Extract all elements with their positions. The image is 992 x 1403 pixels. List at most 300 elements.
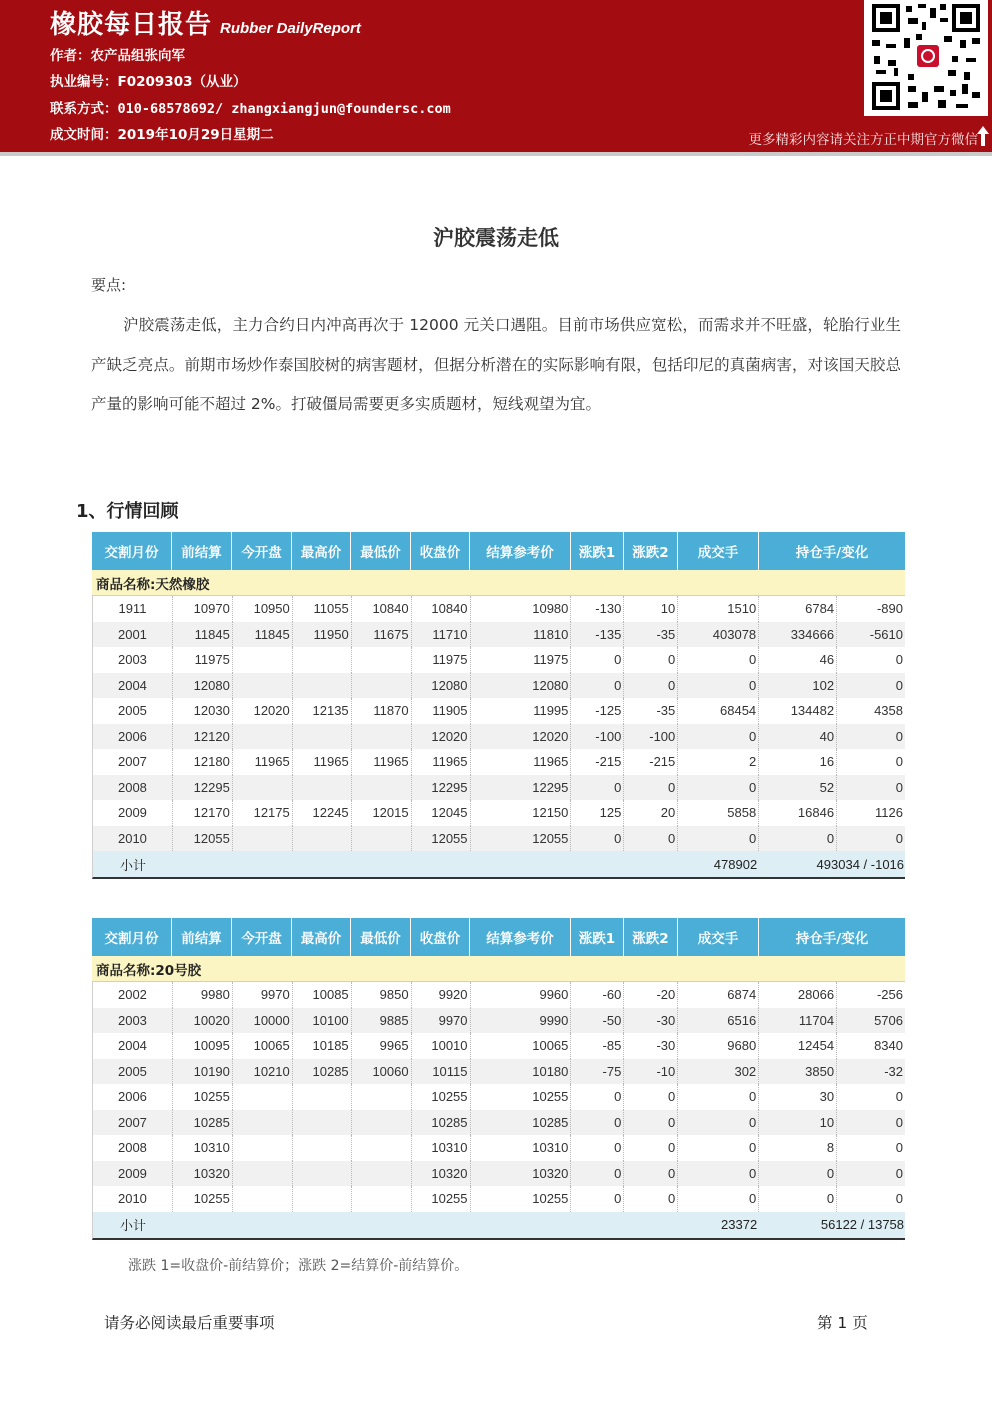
- subtotal-label: 小计: [119, 1219, 146, 1234]
- table-cell: [293, 1135, 352, 1161]
- table-cell: 403078: [678, 622, 759, 648]
- section-title: 1、行情回顾: [76, 501, 179, 522]
- table-cell: 12295: [173, 775, 233, 801]
- table-cell: 68454: [678, 698, 759, 724]
- summary-paragraph: 沪胶震荡走低，主力合约日内冲高再次于 12000 元关口遇阻。目前市场供应宽松，而需求并不旺盛，轮胎行业生产缺乏亮点。前期市场炒作泰国胶树的病害题材，但据分析潜在的实际影响有限，包括印尼的真菌病害，对该国天胶总产量的影响可能不超过 2%。打破僵局需要更多实质题材，短线观望为宜。: [91, 316, 901, 413]
- table-cell: 12020: [233, 698, 293, 724]
- table-cell: 10950: [233, 596, 293, 622]
- table-cell: 10: [759, 1110, 837, 1136]
- table-cell: 0: [678, 775, 759, 801]
- table-cell: 9970: [233, 982, 293, 1008]
- table-cell: 0: [678, 724, 759, 750]
- table-cell: 0: [624, 1135, 678, 1161]
- table-cell: 10255: [471, 1186, 572, 1212]
- table-cell: 6516: [678, 1008, 759, 1034]
- column-header: 收盘价: [411, 918, 470, 956]
- table-cell: 0: [624, 775, 678, 801]
- table-cell: 302: [678, 1059, 759, 1085]
- brand: [50, 4, 361, 41]
- product-name-row: 商品名称:天然橡胶: [92, 570, 905, 596]
- table-cell: 2007: [93, 1110, 173, 1136]
- header-divider: [0, 152, 992, 156]
- column-header: 涨跌2: [624, 918, 678, 956]
- table-cell: 10010: [412, 1033, 471, 1059]
- table-cell: 12045: [412, 800, 471, 826]
- market-table-tsr20: [92, 918, 905, 1240]
- column-header: 交割月份: [92, 918, 172, 956]
- qr-code-icon: [864, 0, 988, 116]
- table-cell: [293, 826, 352, 852]
- table-row: [92, 775, 905, 801]
- table-cell: 10255: [471, 1084, 572, 1110]
- table-cell: 12055: [471, 826, 572, 852]
- table-row: [92, 800, 905, 826]
- table-cell: 46: [759, 647, 837, 673]
- table-cell: 0: [895, 652, 903, 668]
- table-cell: 12080: [173, 673, 233, 699]
- table-cell: 9980: [173, 982, 233, 1008]
- table-cell: 10970: [173, 596, 233, 622]
- table-cell: 12015: [352, 800, 412, 826]
- column-header: 最高价: [292, 532, 351, 570]
- table-cell: 10255: [412, 1084, 471, 1110]
- table-cell: 0: [895, 1191, 903, 1207]
- table-cell: [352, 1186, 412, 1212]
- table-cell: 10095: [173, 1033, 233, 1059]
- keypoints-label: 要点:: [91, 276, 127, 294]
- table-cell: 12295: [471, 775, 572, 801]
- table-cell: [293, 775, 352, 801]
- table-cell: 6784: [759, 596, 837, 622]
- table-cell: 0: [571, 1110, 624, 1136]
- table-cell: -890: [876, 601, 903, 617]
- table-row: [92, 1161, 905, 1187]
- table-cell: 0: [571, 1135, 624, 1161]
- table-cell: -215: [624, 749, 678, 775]
- table-cell: [233, 1135, 293, 1161]
- table-cell: 2009: [93, 1161, 173, 1187]
- table-cell: 0: [895, 677, 903, 693]
- brand-title-en: Rubber DailyReport: [220, 20, 361, 37]
- table-cell: 0: [895, 1165, 903, 1181]
- table-cell: 12020: [471, 724, 572, 750]
- table-cell: 12170: [173, 800, 233, 826]
- table-cell: -256: [876, 987, 903, 1003]
- table-cell: 2004: [93, 1033, 173, 1059]
- table-cell: 0: [678, 647, 759, 673]
- table-cell: 10085: [293, 982, 352, 1008]
- table-cell: 10285: [173, 1110, 233, 1136]
- table-cell: 10060: [352, 1059, 412, 1085]
- table-cell: [352, 1161, 412, 1187]
- column-header: 最高价: [292, 918, 351, 956]
- table-cell: 1911: [93, 596, 173, 622]
- table-cell: 12080: [412, 673, 471, 699]
- date-line: 成文时间：2019年10月29日星期二: [50, 127, 274, 143]
- column-header: 涨跌1: [571, 918, 624, 956]
- table-cell: [233, 1186, 293, 1212]
- table-cell: [233, 826, 293, 852]
- table-row: [92, 1135, 905, 1161]
- table-cell: 125: [571, 800, 624, 826]
- up-arrow-icon: [976, 124, 990, 148]
- table-cell: 9920: [412, 982, 471, 1008]
- table-cell: 0: [895, 779, 903, 795]
- table-cell: 11950: [293, 622, 352, 648]
- table-cell: [233, 724, 293, 750]
- table-cell: 9960: [471, 982, 572, 1008]
- table-cell: 9970: [412, 1008, 471, 1034]
- table-cell: -20: [624, 982, 678, 1008]
- table-cell: 16: [759, 749, 837, 775]
- subtotal-row: [92, 1212, 905, 1240]
- column-header: 涨跌1: [571, 532, 624, 570]
- table-cell: 0: [571, 1186, 624, 1212]
- table-cell: 2001: [93, 622, 173, 648]
- table-cell: 4358: [874, 703, 903, 719]
- table-cell: -10: [624, 1059, 678, 1085]
- table-cell: 10185: [293, 1033, 352, 1059]
- table-cell: 102: [759, 673, 837, 699]
- table-row: [92, 673, 905, 699]
- table-cell: 0: [895, 1114, 903, 1130]
- table-cell: 0: [759, 1186, 837, 1212]
- table-row: [92, 1059, 905, 1085]
- table-cell: -215: [571, 749, 624, 775]
- table-cell: 2005: [93, 698, 173, 724]
- table-cell: 9885: [352, 1008, 412, 1034]
- table-cell: 10320: [173, 1161, 233, 1187]
- table-row: [92, 1186, 905, 1212]
- table-row: [92, 1008, 905, 1034]
- table-cell: [293, 1161, 352, 1187]
- table-cell: 10840: [412, 596, 471, 622]
- table-cell: 12020: [412, 724, 471, 750]
- table-cell: 2010: [93, 826, 173, 852]
- follow-wechat-text: 更多精彩内容请关注方正中期官方微信: [748, 132, 978, 148]
- table-cell: 11845: [173, 622, 233, 648]
- table-cell: 12055: [173, 826, 233, 852]
- table-cell: 0: [678, 1110, 759, 1136]
- table-row: [92, 749, 905, 775]
- subtotal-volume: 23372: [721, 1217, 758, 1232]
- table-cell: 0: [895, 1140, 903, 1156]
- table-cell: 11675: [352, 622, 412, 648]
- table-cell: 0: [895, 728, 903, 744]
- table-header: [92, 918, 905, 956]
- table-cell: 2006: [93, 724, 173, 750]
- table-row: [92, 724, 905, 750]
- table-cell: 0: [678, 826, 759, 852]
- table-cell: [352, 724, 412, 750]
- table-cell: 0: [624, 1186, 678, 1212]
- table-cell: 0: [571, 647, 624, 673]
- table-cell: [352, 673, 412, 699]
- table-cell: 0: [571, 673, 624, 699]
- table-cell: 8: [759, 1135, 837, 1161]
- brand-title-cn: 橡胶每日报告: [50, 10, 213, 40]
- table-cell: 0: [895, 1089, 903, 1105]
- column-header: 今开盘: [232, 918, 292, 956]
- table-cell: 10285: [471, 1110, 572, 1136]
- table-row: [92, 647, 905, 673]
- table-cell: 52: [759, 775, 837, 801]
- table-cell: 11870: [352, 698, 412, 724]
- table-cell: -30: [624, 1008, 678, 1034]
- table-cell: [233, 1110, 293, 1136]
- table-cell: 0: [624, 1161, 678, 1187]
- table-cell: 12245: [293, 800, 352, 826]
- market-table-natural-rubber: [92, 532, 905, 879]
- table-cell: 10255: [173, 1186, 233, 1212]
- table-cell: [293, 1110, 352, 1136]
- table-cell: 0: [624, 647, 678, 673]
- table-cell: -125: [571, 698, 624, 724]
- column-header: 交割月份: [92, 532, 172, 570]
- table-cell: [293, 1186, 352, 1212]
- table-cell: 134482: [759, 698, 837, 724]
- column-header: 持仓手/变化: [795, 931, 869, 947]
- column-header: 最低价: [351, 918, 411, 956]
- table-cell: 11905: [412, 698, 471, 724]
- table-cell: 0: [571, 826, 624, 852]
- table-cell: 12175: [233, 800, 293, 826]
- table-cell: 10840: [352, 596, 412, 622]
- table-cell: 2002: [93, 982, 173, 1008]
- subtotal-row: [92, 851, 905, 879]
- table-cell: 40: [759, 724, 837, 750]
- column-header: 结算参考价: [470, 918, 571, 956]
- table-cell: 11704: [759, 1008, 837, 1034]
- table-cell: [233, 1161, 293, 1187]
- table-cell: 1126: [875, 805, 903, 821]
- table-cell: -130: [571, 596, 624, 622]
- table-cell: 0: [759, 1161, 837, 1187]
- table-row: [92, 698, 905, 724]
- table-cell: 0: [678, 1084, 759, 1110]
- table-cell: -100: [624, 724, 678, 750]
- table-cell: 10310: [412, 1135, 471, 1161]
- table-cell: 9680: [678, 1033, 759, 1059]
- table-cell: 10310: [173, 1135, 233, 1161]
- column-header: 成交手: [678, 532, 759, 570]
- table-cell: 12150: [471, 800, 572, 826]
- table-cell: 2006: [93, 1084, 173, 1110]
- table-cell: 10000: [233, 1008, 293, 1034]
- table-cell: 12454: [759, 1033, 837, 1059]
- table-cell: 10065: [471, 1033, 572, 1059]
- table-header: [92, 532, 905, 570]
- table-cell: 2: [678, 749, 759, 775]
- table-cell: [233, 775, 293, 801]
- table-cell: 10320: [412, 1161, 471, 1187]
- product-name-row: 商品名称:20号胶: [92, 956, 905, 982]
- table-cell: -135: [571, 622, 624, 648]
- table-row: [92, 1033, 905, 1059]
- table-body: [92, 596, 905, 851]
- table-cell: 0: [678, 1186, 759, 1212]
- table-cell: 8340: [874, 1038, 903, 1054]
- table-cell: 0: [571, 1084, 624, 1110]
- column-header: 持仓手/变化: [795, 545, 869, 561]
- subtotal-label: 小计: [119, 858, 146, 874]
- table-cell: [352, 1110, 412, 1136]
- table-cell: 10255: [173, 1084, 233, 1110]
- table-cell: 9850: [352, 982, 412, 1008]
- table-cell: 0: [678, 673, 759, 699]
- table-cell: 5858: [678, 800, 759, 826]
- table-cell: 11055: [293, 596, 352, 622]
- table-cell: -5610: [869, 626, 903, 642]
- table-cell: 10210: [233, 1059, 293, 1085]
- table-cell: 11995: [471, 698, 572, 724]
- table-cell: 12295: [412, 775, 471, 801]
- table-cell: 12055: [412, 826, 471, 852]
- table-cell: 0: [895, 830, 903, 846]
- table-cell: 2005: [93, 1059, 173, 1085]
- table-cell: 10065: [233, 1033, 293, 1059]
- table-cell: 11965: [352, 749, 412, 775]
- column-header: 成交手: [678, 918, 759, 956]
- table-cell: -32: [884, 1063, 903, 1079]
- table-cell: [233, 673, 293, 699]
- table-cell: 12080: [471, 673, 572, 699]
- table-cell: -85: [571, 1033, 624, 1059]
- table-cell: 10180: [471, 1059, 572, 1085]
- report-title: 沪胶震荡走低: [433, 226, 559, 250]
- table-cell: 11845: [233, 622, 293, 648]
- table-cell: 11810: [471, 622, 572, 648]
- table-cell: [352, 1135, 412, 1161]
- table-cell: -35: [624, 698, 678, 724]
- table-cell: 10115: [412, 1059, 471, 1085]
- table-cell: 0: [571, 1161, 624, 1187]
- table-cell: 2008: [93, 775, 173, 801]
- subtotal-volume: 478902: [713, 856, 758, 872]
- table-cell: 334666: [759, 622, 837, 648]
- table-cell: 28066: [759, 982, 837, 1008]
- table-cell: 0: [624, 826, 678, 852]
- table-cell: 0: [624, 673, 678, 699]
- table-cell: 30: [759, 1084, 837, 1110]
- table-body: [92, 982, 905, 1212]
- subtotal-open-interest: 493034 / -1016: [816, 856, 905, 872]
- table-cell: [293, 1084, 352, 1110]
- column-header: 涨跌2: [624, 532, 678, 570]
- license-line: 执业编号：F0209303（从业）: [50, 74, 247, 90]
- author-line: 作者：农产品组张向军: [50, 48, 185, 64]
- table-cell: [233, 1084, 293, 1110]
- table-cell: 9990: [471, 1008, 572, 1034]
- table-cell: 20: [624, 800, 678, 826]
- table-cell: 10980: [471, 596, 572, 622]
- footer-disclaimer: 请务必阅读最后重要事项: [104, 1314, 275, 1332]
- table-cell: 10310: [471, 1135, 572, 1161]
- table-cell: 0: [759, 826, 837, 852]
- table-cell: -100: [571, 724, 624, 750]
- table-cell: 11710: [412, 622, 471, 648]
- table-cell: 0: [678, 1135, 759, 1161]
- table-cell: [352, 1084, 412, 1110]
- table-cell: 10285: [412, 1110, 471, 1136]
- table-row: [92, 826, 905, 852]
- column-header: 结算参考价: [470, 532, 571, 570]
- page-number: 第 1 页: [817, 1314, 868, 1332]
- table-cell: 11975: [412, 647, 471, 673]
- table-cell: 0: [678, 1161, 759, 1187]
- table-cell: 3850: [759, 1059, 837, 1085]
- table-row: [92, 982, 905, 1008]
- table-cell: -35: [624, 622, 678, 648]
- table-cell: 0: [571, 775, 624, 801]
- table-cell: 2007: [93, 749, 173, 775]
- table-cell: 11965: [471, 749, 572, 775]
- table-cell: 12135: [293, 698, 352, 724]
- table-row: [92, 596, 905, 622]
- column-header: 最低价: [351, 532, 411, 570]
- table-cell: 16846: [759, 800, 837, 826]
- table-cell: [293, 724, 352, 750]
- table-cell: [293, 647, 352, 673]
- table-cell: 11965: [293, 749, 352, 775]
- table-row: [92, 1084, 905, 1110]
- table-cell: 12120: [173, 724, 233, 750]
- table-cell: 6874: [678, 982, 759, 1008]
- table-cell: [233, 647, 293, 673]
- table-cell: [352, 647, 412, 673]
- table-cell: 12180: [173, 749, 233, 775]
- table-cell: 12030: [173, 698, 233, 724]
- table-cell: 0: [895, 754, 903, 770]
- table-row: [92, 622, 905, 648]
- table-cell: -50: [571, 1008, 624, 1034]
- table-cell: [352, 826, 412, 852]
- table-cell: 0: [624, 1110, 678, 1136]
- table-cell: 11965: [233, 749, 293, 775]
- table-cell: 2004: [93, 673, 173, 699]
- table-cell: -30: [624, 1033, 678, 1059]
- column-header: 前结算: [172, 918, 232, 956]
- column-header: 前结算: [172, 532, 232, 570]
- table-cell: 0: [624, 1084, 678, 1110]
- table-cell: 2010: [93, 1186, 173, 1212]
- contact-line: 联系方式：010-68578692/ zhangxiangjun@foundersc.com: [50, 101, 451, 117]
- table-cell: 10020: [173, 1008, 233, 1034]
- table-cell: [293, 673, 352, 699]
- table-cell: 10255: [412, 1186, 471, 1212]
- column-header: 收盘价: [411, 532, 470, 570]
- table-cell: 2003: [93, 647, 173, 673]
- footnote: 涨跌 1=收盘价-前结算价；涨跌 2=结算价-前结算价。: [128, 1258, 469, 1274]
- column-header: 今开盘: [232, 532, 292, 570]
- table-cell: 5706: [874, 1012, 903, 1028]
- table-cell: 10285: [293, 1059, 352, 1085]
- table-cell: 9965: [352, 1033, 412, 1059]
- table-cell: 2009: [93, 800, 173, 826]
- table-cell: 11975: [173, 647, 233, 673]
- subtotal-open-interest: 56122 / 13758: [820, 1217, 905, 1232]
- table-cell: 2008: [93, 1135, 173, 1161]
- table-cell: 11965: [412, 749, 471, 775]
- table-cell: 10100: [293, 1008, 352, 1034]
- table-cell: 10190: [173, 1059, 233, 1085]
- table-cell: 1510: [678, 596, 759, 622]
- table-cell: 10: [624, 596, 678, 622]
- table-cell: -60: [571, 982, 624, 1008]
- table-cell: 11975: [471, 647, 572, 673]
- qr-code-graphic: [864, 0, 988, 116]
- table-cell: -75: [571, 1059, 624, 1085]
